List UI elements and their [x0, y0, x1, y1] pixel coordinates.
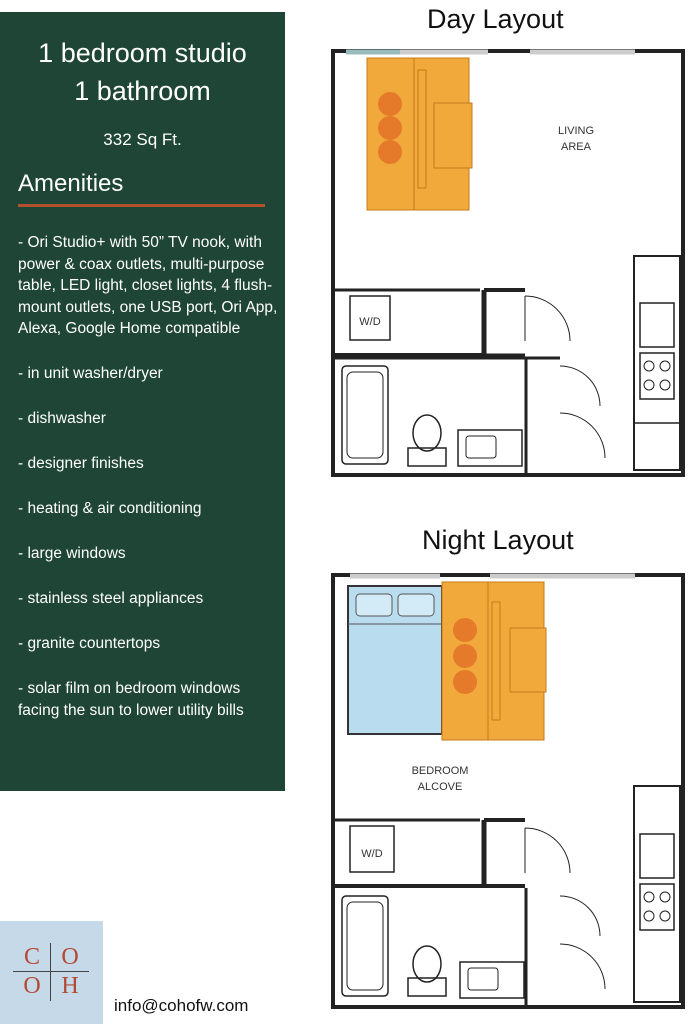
unit-type: 1 bedroom studio: [38, 38, 247, 68]
cooktop: [640, 353, 674, 399]
amenity-item: - stainless steel appliances: [18, 590, 204, 607]
cooktop: [640, 884, 674, 930]
amenity-item: - solar film on bedroom windows facing the sun to lower utility bills: [18, 680, 244, 719]
bathtub: [342, 896, 388, 996]
amenity-item: - designer finishes: [18, 455, 144, 472]
kitchen-counter: [634, 256, 680, 470]
amenity-item: - heating & air conditioning: [18, 500, 202, 517]
sink: [460, 962, 524, 998]
day-layout-title: Day Layout: [427, 4, 564, 34]
amenities-list: [18, 232, 280, 745]
bathtub: [342, 366, 388, 464]
sink: [458, 430, 522, 466]
amenity-item: - large windows: [18, 545, 126, 562]
amenities-heading: Amenities: [18, 170, 124, 197]
contact-email[interactable]: info@cohofw.com: [114, 996, 249, 1015]
room-label-living: LIVING: [557, 125, 595, 137]
logo-divider: [50, 943, 51, 1001]
night-layout-title: Night Layout: [422, 525, 574, 555]
bathroom-count: 1 bathroom: [74, 76, 211, 106]
ori-studio-unit: [442, 582, 546, 740]
kitchen-counter: [634, 786, 680, 1002]
room-label-bedroom: BEDROOM: [411, 765, 469, 777]
washer-dryer-label: W/D: [361, 848, 383, 860]
room-label-alcove: ALCOVE: [417, 781, 463, 793]
amenity-item: - in unit washer/dryer: [18, 365, 163, 382]
bed: [348, 586, 442, 734]
washer-dryer-label: W/D: [359, 316, 381, 328]
room-label-area: AREA: [561, 141, 591, 153]
logo-letter: O: [23, 973, 41, 999]
day-floor-plan: [330, 48, 685, 478]
amenity-item: - Ori Studio+ with 50” TV nook, with power & coax outlets, multi-purpose table, LED light, closet lights, 4 flush-mount outlets, one USB port, Ori App, Alexa, Google Home compatible: [18, 234, 278, 337]
coho-logo: [0, 921, 103, 1024]
toilet: [408, 978, 446, 996]
microwave: [640, 303, 674, 347]
square-footage: 332 Sq Ft.: [103, 130, 182, 149]
logo-divider: [13, 971, 89, 972]
logo-letter: C: [23, 944, 40, 970]
microwave: [640, 834, 674, 878]
ori-studio-unit: [367, 58, 472, 210]
heading-divider: [18, 204, 265, 207]
amenity-item: - granite countertops: [18, 635, 161, 652]
info-panel: [0, 12, 285, 791]
logo-letter: H: [61, 973, 79, 999]
logo-letter: O: [61, 944, 79, 970]
night-floor-plan: [330, 572, 685, 1012]
amenity-item: - dishwasher: [18, 410, 106, 427]
